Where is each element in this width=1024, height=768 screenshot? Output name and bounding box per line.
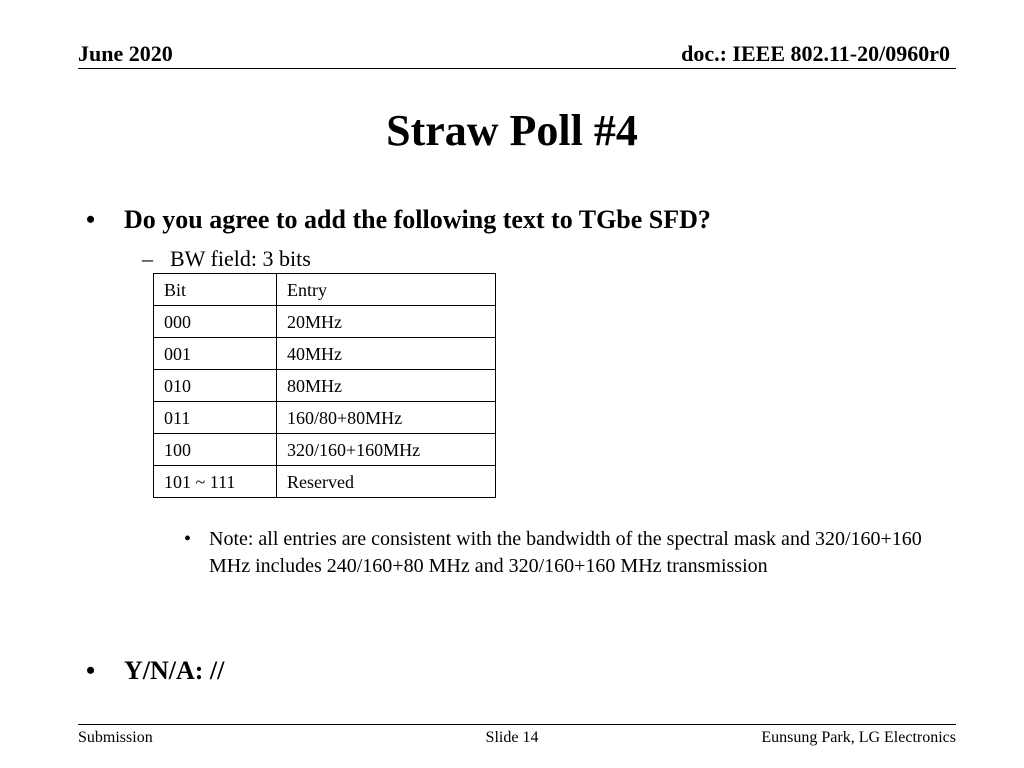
header-date: June 2020	[78, 41, 173, 66]
footer-author: Eunsung Park, LG Electronics	[761, 729, 956, 746]
bw-field-table	[153, 273, 496, 498]
table-cell-entry: 320/160+160MHz	[277, 434, 496, 466]
bullet-icon: •	[86, 205, 96, 234]
table-cell-bit: 001	[154, 338, 277, 370]
table-row	[154, 306, 496, 338]
slide-title: Straw Poll #4	[386, 106, 638, 155]
table-header-row	[154, 274, 496, 306]
table-cell-bit: 100	[154, 434, 277, 466]
table-cell-bit: 000	[154, 306, 277, 338]
sub-bullet-text: BW field: 3 bits	[170, 246, 311, 271]
header-divider	[78, 68, 956, 69]
note-bullet	[184, 526, 924, 580]
bullet-vote	[86, 655, 224, 687]
table-cell-bit: 010	[154, 370, 277, 402]
table-cell-bit: 101 ~ 111	[154, 466, 277, 498]
table-cell-entry: 40MHz	[277, 338, 496, 370]
table-cell-entry: Reserved	[277, 466, 496, 498]
table-cell-entry: 160/80+80MHz	[277, 402, 496, 434]
bullet-vote-text: Y/N/A: //	[124, 656, 225, 685]
table-header-entry: Entry	[277, 274, 496, 306]
bullet-icon: •	[184, 528, 192, 550]
table-row	[154, 434, 496, 466]
table-cell-bit: 011	[154, 402, 277, 434]
footer-submission: Submission	[78, 729, 153, 746]
table-row	[154, 466, 496, 498]
table-cell-entry: 80MHz	[277, 370, 496, 402]
footer-slide-number: Slide 14	[485, 729, 539, 746]
table-row	[154, 370, 496, 402]
table-row	[154, 338, 496, 370]
sub-bullet-bw-field	[142, 245, 311, 273]
table-cell-entry: 20MHz	[277, 306, 496, 338]
table-header-bit: Bit	[154, 274, 277, 306]
table-row	[154, 402, 496, 434]
footer-divider	[78, 724, 956, 725]
header-doc-id: doc.: IEEE 802.11-20/0960r0	[681, 41, 950, 66]
bullet-question-text: Do you agree to add the following text to TGbe SFD?	[124, 205, 711, 234]
bullet-icon: •	[86, 656, 96, 685]
dash-icon: –	[142, 246, 153, 271]
note-text: Note: all entries are consistent with the bandwidth of the spectral mask and 320/160+160 MHz includes 240/160+80 MHz and 320/160+160 MHz transmission	[209, 528, 922, 577]
bullet-question	[86, 204, 711, 236]
